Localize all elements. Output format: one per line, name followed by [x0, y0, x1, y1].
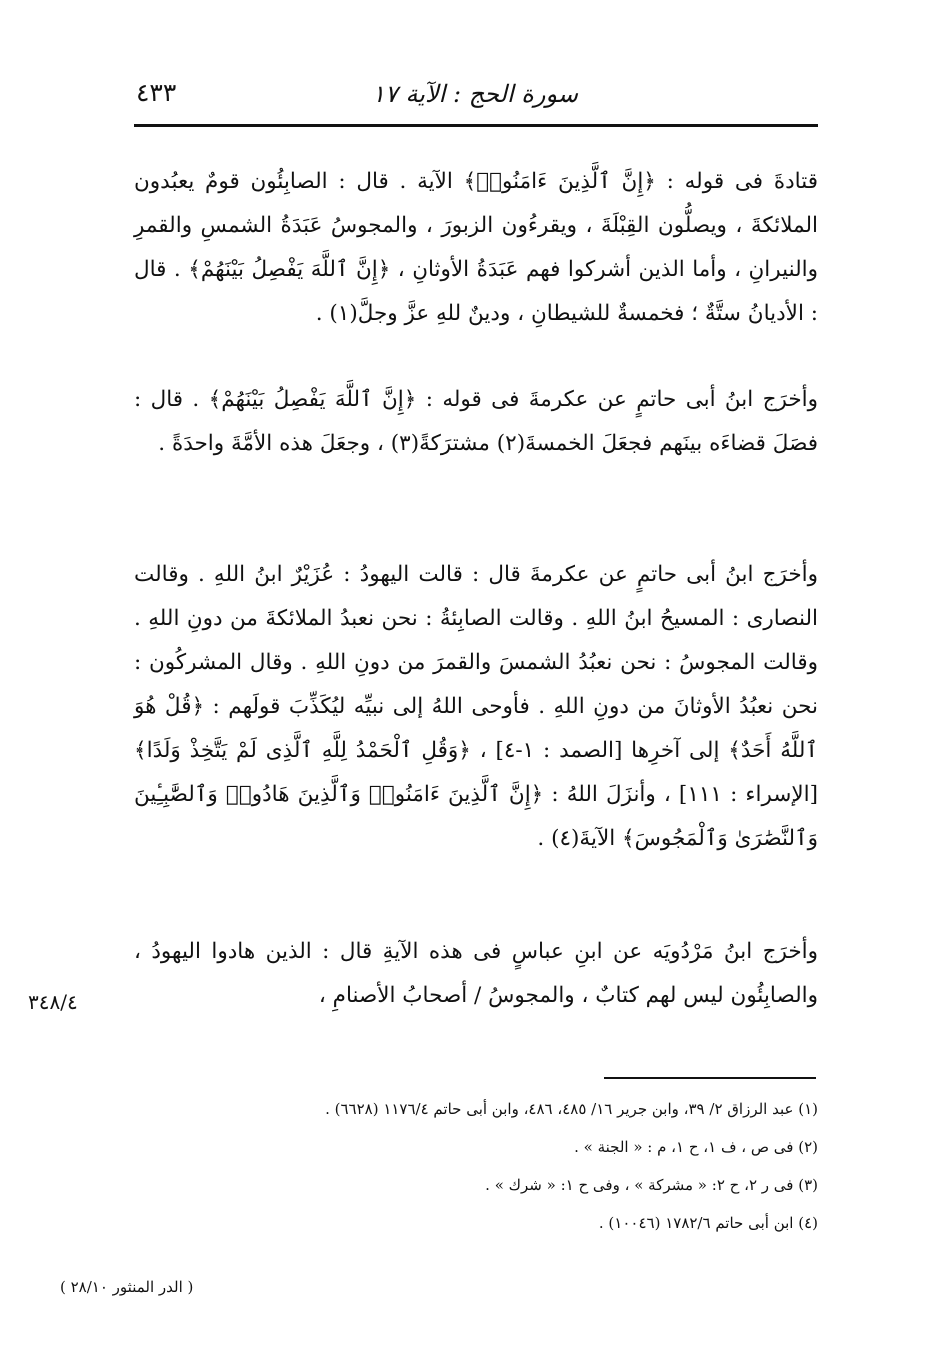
margin-reference: ٣٤٨/٤: [28, 990, 78, 1014]
footnotes: [134, 1090, 818, 1242]
paragraph-3: وأخرَج ابنُ أبى حاتمٍ عن عكرمةَ قال : قالت اليهودُ : عُزَيْرٌ ابنُ اللهِ . وقالت النصارى : المسيحُ ابنُ اللهِ . وقالت الصابِئةُ : نحن نعبدُ الملائكةَ من دونِ اللهِ . وقالت المجوسُ : نحن نعبُدُ الشمسَ والقمرَ من دونِ اللهِ . وقال المشركُون : نحن نعبُدُ الأوثانَ من دونِ اللهِ . فأوحى اللهُ إلى نبيِّه ليُكَذِّبَ قولَهم : ﴿قُلْ هُوَ ٱللَّهُ أَحَدٌ﴾ إلى آخرِها [الصمد : ١-٤] ، ﴿وَقُلِ ٱلْحَمْدُ لِلَّهِ ٱلَّذِى لَمْ يَتَّخِذْ وَلَدًا﴾ [الإسراء : ١١١] ، وأنزَلَ اللهُ : ﴿إِنَّ ٱلَّذِينَ ءَامَنُوا۟ وَٱلَّذِينَ هَادُوا۟ وَٱلصَّٰبِـِٔينَ وَٱلنَّصَٰرَىٰ وَٱلْمَجُوسَ﴾ الآيةَ(٤) .: [134, 562, 819, 851]
running-header-title: سورة الحج : الآية ١٧: [372, 80, 578, 108]
footnote-2: (٢) فى ص ، ف ١، ح ١، م : « الجنة » .: [574, 1138, 818, 1156]
footnote-3: (٣) فى ر ٢، ح ٢: « مشركة » ، وفى ح ١: « شرك » .: [485, 1176, 818, 1194]
bottom-source-reference: ( الدر المنثور ٢٨/١٠ ): [60, 1278, 194, 1296]
page-number: ٤٣٣: [136, 78, 177, 107]
footnote-4: (٤) ابن أبى حاتم ١٧٨٢/٦ (١٠٠٤٦) .: [598, 1214, 818, 1232]
footnote-rule: [604, 1077, 816, 1079]
footnote-1: (١) عبد الرزاق ٢/ ٣٩، وابن جرير ١٦/ ٤٨٥، ٤٨٦، وابن أبى حاتم ١١٧٦/٤ (٦٦٢٨) .: [325, 1100, 818, 1118]
paragraph-2: وأخرَج ابنُ أبى حاتمٍ عن عكرمةَ فى قوله : ﴿إِنَّ ٱللَّهَ يَفْصِلُ بَيْنَهُمْ﴾ . قال : فصَلَ قضاءَه بينَهم فجعَلَ الخمسةَ(٢) مشترَكةً(٣) ، وجعَلَ هذه الأمَّةَ واحدَةً .: [134, 387, 818, 456]
paragraph-1: قتادةَ فى قوله : ﴿إِنَّ ٱلَّذِينَ ءَامَنُوا۟﴾ الآية . قال : الصابِئُون قومٌ يعبُدون الملائكةَ ، ويصلُّون القِبْلَةَ ، ويقرءُون الزبورَ ، والمجوسُ عَبَدَةُ الشمسِ والقمرِ والنيرانِ ، وأما الذين أشركوا فهم عَبَدَةُ الأوثانِ ، ﴿إِنَّ ٱللَّهَ يَفْصِلُ بَيْنَهُمْ﴾ . قال : الأديانُ ستَّةٌ ؛ فخمسةٌ للشيطانِ ، ودينٌ للهِ عزَّ وجلَّ(١) .: [134, 169, 818, 326]
header-rule: [134, 124, 818, 127]
paragraph-4: وأخرَج ابنُ مَرْدُويَه عن ابنِ عباسٍ فى هذه الآيةِ قال : الذين هادوا اليهودُ ، والصابِئُون ليس لهم كتابٌ ، والمجوسُ / أصحابُ الأصنامِ ،: [134, 939, 818, 1008]
